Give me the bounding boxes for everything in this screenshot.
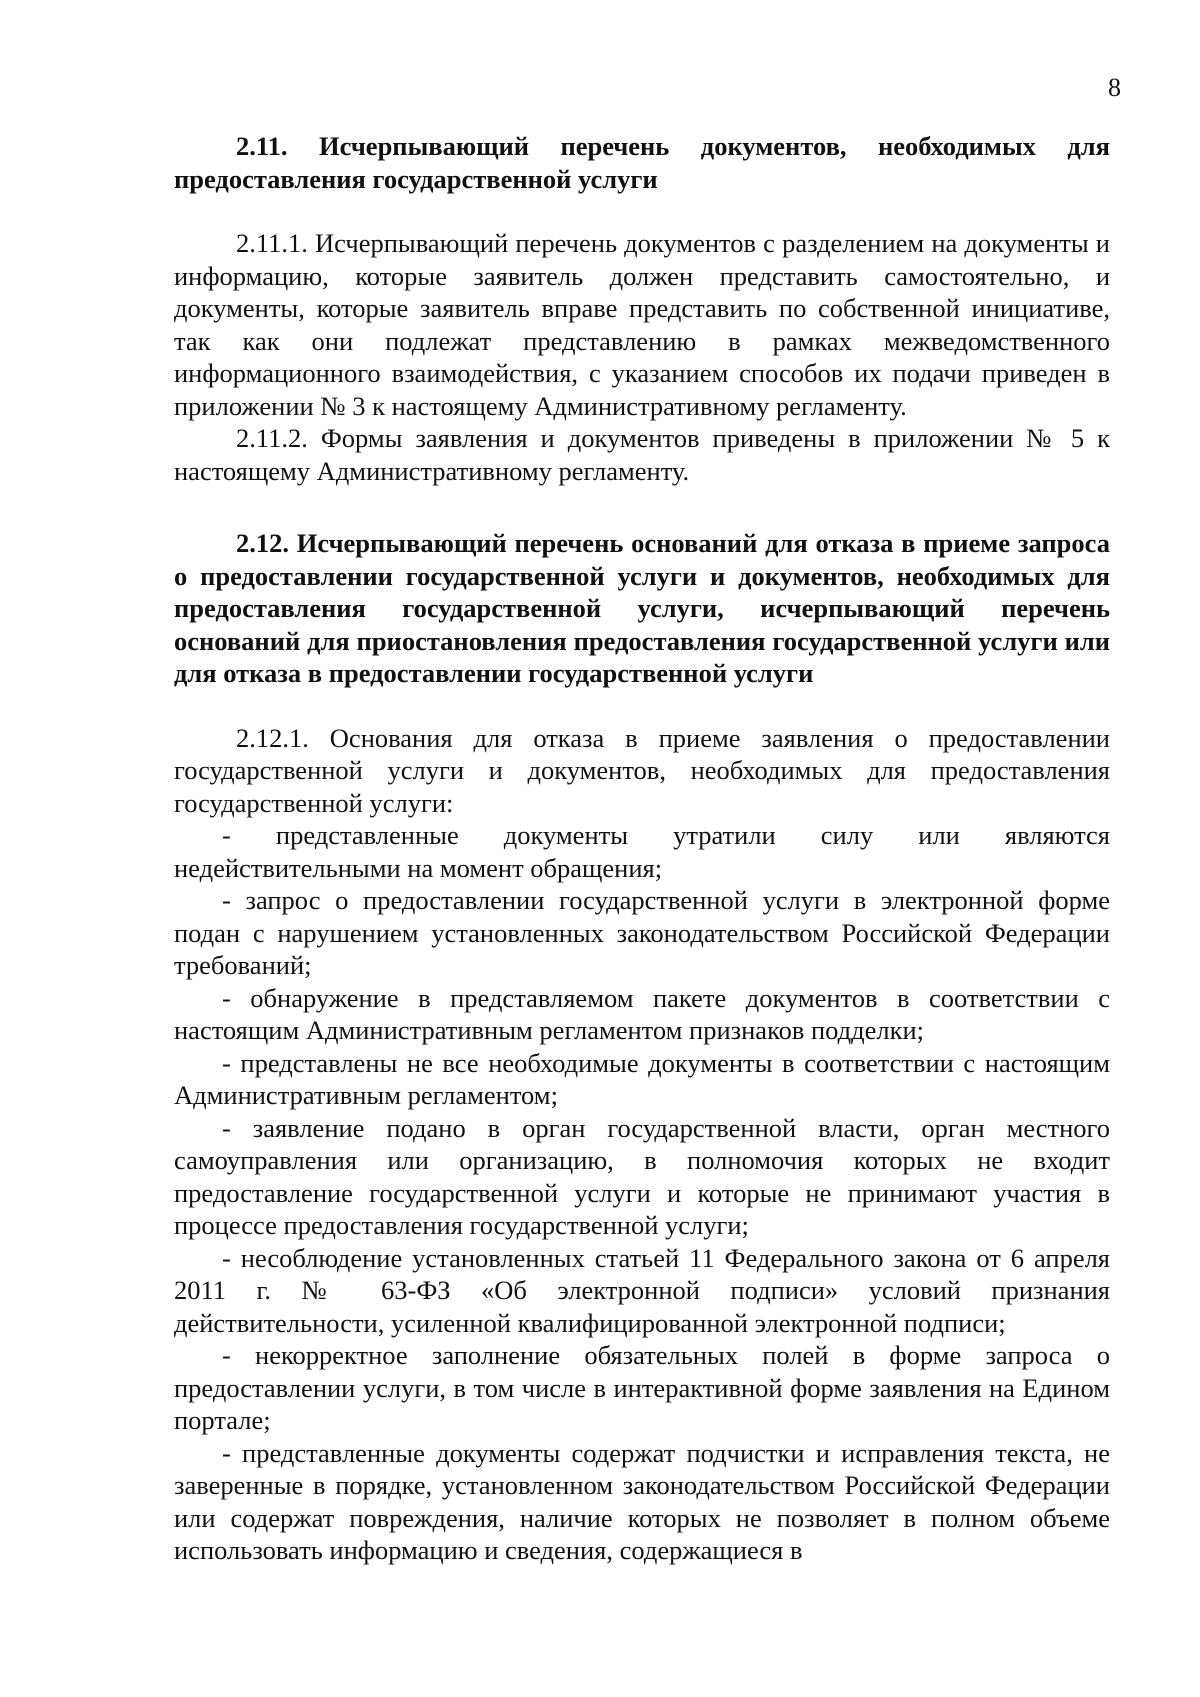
list-item: - несоблюдение установленных статьей 11 Федерального закона от 6 апреля 2011 г. № 63-ФЗ «Об электронной подписи» условий признания действительности, усиленной квалифицированной электронной подписи; [174, 1242, 1110, 1338]
paragraph-2-11-2: 2.11.2. Формы заявления и документов приведены в приложении № 5 к настоящему Административному регламенту. [174, 423, 1110, 486]
paragraph-2-12-1: 2.12.1. Основания для отказа в приеме заявления о предоставлении государственной услуги и документов, необходимых для предоставления государственной услуги: [174, 722, 1110, 818]
paragraph-2-11-1: 2.11.1. Исчерпывающий перечень документов с разделением на документы и информацию, которые заявитель должен представить самостоятельно, и документы, которые заявитель вправе представить по собственной инициативе, так как они подлежат представлению в рамках межведомственного информационного взаимодействия, с указанием способов их подачи приведен в приложении № 3 к настоящему Административному регламенту. [174, 228, 1110, 421]
section-heading-2-12: 2.12. Исчерпывающий перечень оснований для отказа в приеме запроса о предоставлении государственной услуги и документов, необходимых для предоставления государственной услуги, исчерпывающий перечень оснований для приостановления предоставления государственной услуги или для отказа в предоставлении государственной услуги [174, 528, 1110, 688]
list-item: - некорректное заполнение обязательных полей в форме запроса о предоставлении услуги, в том числе в интерактивной форме заявления на Едином портале; [174, 1340, 1110, 1435]
section-heading-2-11: 2.11. Исчерпывающий перечень документов, необходимых для предоставления государственной услуги [174, 131, 1110, 194]
list-item: - обнаружение в представляемом пакете документов в соответствии с настоящим Административным регламентом признаков подделки; [174, 982, 1110, 1045]
list-item: - заявление подано в орган государственной власти, орган местного самоуправления или организацию, в полномочия которых не входит предоставление государственной услуги и которые не принимают участия в процессе предоставления государственной услуги; [174, 1112, 1110, 1240]
list-item: - представленные документы утратили силу или являются недействительными на момент обращения; [174, 820, 1110, 883]
page-number: 8 [1108, 73, 1121, 102]
document-body [174, 130, 1110, 1567]
list-item: - представленные документы содержат подчистки и исправления текста, не заверенные в порядке, установленном законодательством Российской Федерации или содержат повреждения, наличие которых не позволяет в полном объеме использовать информацию и сведения, содержащиеся в [174, 1437, 1110, 1565]
list-item: - запрос о предоставлении государственной услуги в электронной форме подан с нарушением установленных законодательством Российской Федерации требований; [174, 885, 1110, 980]
list-item: - представлены не все необходимые документы в соответствии с настоящим Административным регламентом; [174, 1047, 1110, 1110]
